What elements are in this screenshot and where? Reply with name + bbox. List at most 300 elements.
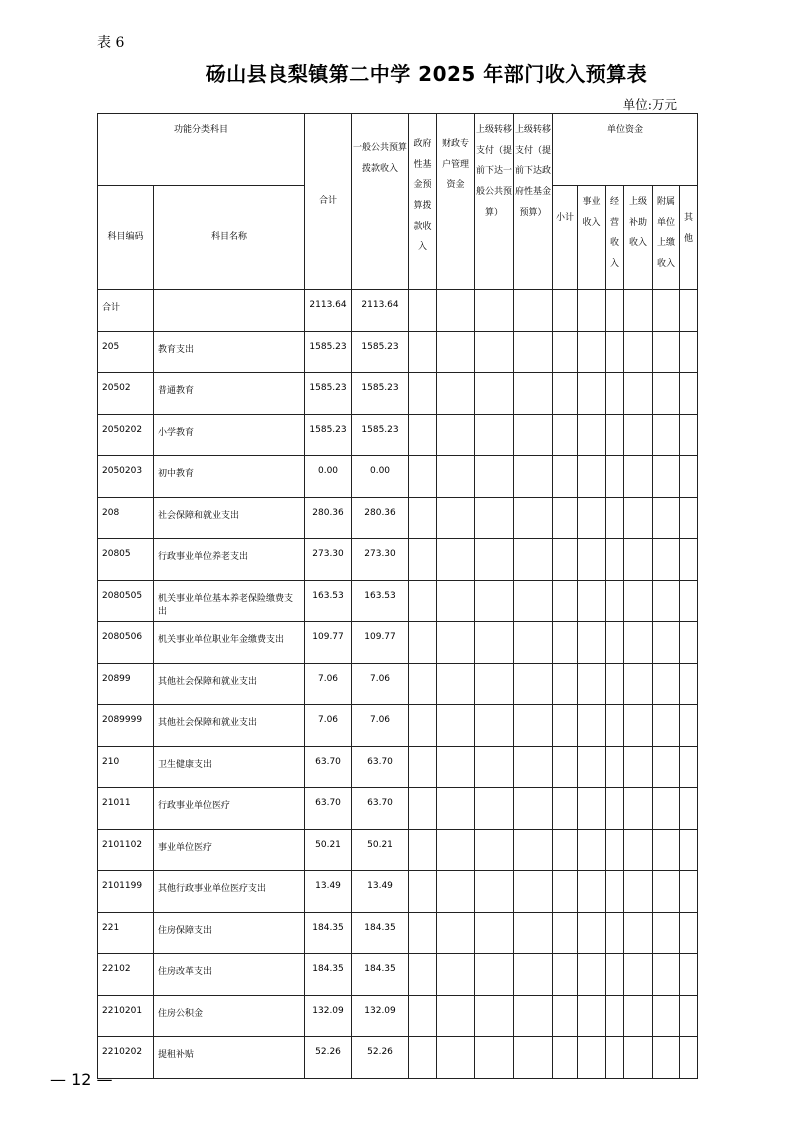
row-code: 20899 [98,663,154,705]
empty-cell [653,331,680,373]
empty-cell [514,456,553,498]
table-row [98,497,698,539]
header-affiliated-income: 附属单位上缴收入 [653,186,680,290]
header-special-fund: 财政专户管理资金 [437,114,475,290]
empty-cell [553,1037,578,1079]
row-total: 0.00 [305,456,352,498]
table-row [98,663,698,705]
row-name: 卫生健康支出 [154,746,305,788]
empty-cell [553,746,578,788]
empty-cell [606,912,624,954]
header-gov-fund: 政府性基金预算拨款收入 [409,114,437,290]
empty-cell [680,580,698,622]
empty-cell [653,912,680,954]
row-total: 184.35 [305,954,352,996]
empty-cell [437,954,475,996]
row-general-budget: 132.09 [352,995,409,1037]
empty-cell [624,954,653,996]
row-code: 221 [98,912,154,954]
empty-cell [653,788,680,830]
empty-cell [578,373,606,415]
empty-cell [514,580,553,622]
empty-cell [578,746,606,788]
row-code: 2210202 [98,1037,154,1079]
row-name: 住房保障支出 [154,912,305,954]
empty-cell [437,829,475,871]
header-name: 科目名称 [154,186,305,290]
row-name: 教育支出 [154,331,305,373]
empty-cell [409,539,437,581]
empty-cell [680,912,698,954]
row-total: 273.30 [305,539,352,581]
empty-cell [624,373,653,415]
empty-cell [437,497,475,539]
empty-cell [624,622,653,664]
row-name: 其他行政事业单位医疗支出 [154,871,305,913]
row-name: 机关事业单位基本养老保险缴费支出 [154,580,305,622]
empty-cell [624,829,653,871]
empty-cell [409,497,437,539]
empty-cell [553,871,578,913]
empty-cell [553,663,578,705]
row-code: 2080505 [98,580,154,622]
empty-cell [409,746,437,788]
table-row [98,580,698,622]
empty-cell [680,954,698,996]
empty-cell [624,663,653,705]
empty-cell [606,663,624,705]
empty-cell [680,414,698,456]
empty-cell [578,954,606,996]
row-name: 社会保障和就业支出 [154,497,305,539]
empty-cell [553,456,578,498]
empty-cell [409,580,437,622]
empty-cell [653,871,680,913]
row-general-budget: 2113.64 [352,290,409,332]
empty-cell [553,622,578,664]
empty-cell [578,829,606,871]
row-general-budget: 1585.23 [352,414,409,456]
empty-cell [624,788,653,830]
row-total: 163.53 [305,580,352,622]
empty-cell [578,622,606,664]
empty-cell [437,414,475,456]
empty-cell [606,497,624,539]
row-general-budget: 109.77 [352,622,409,664]
empty-cell [409,1037,437,1079]
empty-cell [553,788,578,830]
empty-cell [514,1037,553,1079]
header-other: 其他 [680,186,698,290]
header-total: 合计 [305,114,352,290]
empty-cell [475,456,514,498]
row-code: 2089999 [98,705,154,747]
empty-cell [475,912,514,954]
empty-cell [514,871,553,913]
empty-cell [475,829,514,871]
row-code: 2101199 [98,871,154,913]
empty-cell [437,373,475,415]
empty-cell [475,746,514,788]
empty-cell [578,580,606,622]
header-transfer-gov: 上级转移支付（提前下达政府性基金预算） [514,114,553,290]
empty-cell [437,788,475,830]
table-row [98,331,698,373]
row-general-budget: 52.26 [352,1037,409,1079]
table-row [98,912,698,954]
table-row [98,871,698,913]
empty-cell [409,705,437,747]
empty-cell [475,995,514,1037]
row-name: 事业单位医疗 [154,829,305,871]
empty-cell [409,995,437,1037]
empty-cell [680,456,698,498]
empty-cell [409,456,437,498]
row-code: 2210201 [98,995,154,1037]
row-general-budget: 0.00 [352,456,409,498]
empty-cell [409,912,437,954]
empty-cell [553,497,578,539]
empty-cell [624,705,653,747]
empty-cell [514,705,553,747]
row-total: 13.49 [305,871,352,913]
empty-cell [653,414,680,456]
empty-cell [437,290,475,332]
empty-cell [475,954,514,996]
row-name: 住房改革支出 [154,954,305,996]
empty-cell [475,1037,514,1079]
empty-cell [514,995,553,1037]
row-total: 109.77 [305,622,352,664]
empty-cell [653,539,680,581]
empty-cell [653,1037,680,1079]
table-row [98,829,698,871]
empty-cell [680,373,698,415]
income-budget-table [97,113,698,1079]
row-name [154,290,305,332]
empty-cell [578,539,606,581]
empty-cell [409,829,437,871]
header-func-category: 功能分类科目 [98,114,305,186]
row-total: 1585.23 [305,373,352,415]
empty-cell [409,663,437,705]
empty-cell [578,456,606,498]
empty-cell [606,373,624,415]
empty-cell [437,456,475,498]
table-row [98,290,698,332]
empty-cell [653,497,680,539]
empty-cell [437,580,475,622]
empty-cell [624,1037,653,1079]
row-code: 20502 [98,373,154,415]
empty-cell [653,995,680,1037]
row-name: 机关事业单位职业年金缴费支出 [154,622,305,664]
row-code: 21011 [98,788,154,830]
empty-cell [514,663,553,705]
header-unit-funds: 单位资金 [553,114,698,186]
empty-cell [514,622,553,664]
row-general-budget: 7.06 [352,663,409,705]
empty-cell [578,912,606,954]
empty-cell [553,290,578,332]
empty-cell [606,788,624,830]
empty-cell [624,580,653,622]
empty-cell [680,497,698,539]
empty-cell [514,746,553,788]
empty-cell [475,331,514,373]
row-total: 2113.64 [305,290,352,332]
row-general-budget: 184.35 [352,954,409,996]
empty-cell [578,788,606,830]
empty-cell [553,539,578,581]
empty-cell [680,290,698,332]
empty-cell [475,788,514,830]
empty-cell [475,663,514,705]
row-total: 132.09 [305,995,352,1037]
header-business-income: 事业收入 [578,186,606,290]
empty-cell [606,456,624,498]
empty-cell [578,331,606,373]
empty-cell [409,414,437,456]
empty-cell [624,414,653,456]
row-total: 52.26 [305,1037,352,1079]
empty-cell [409,331,437,373]
empty-cell [653,373,680,415]
empty-cell [514,497,553,539]
table-row [98,414,698,456]
empty-cell [653,954,680,996]
empty-cell [624,871,653,913]
table-label: 表 6 [97,35,125,51]
empty-cell [680,995,698,1037]
row-total: 280.36 [305,497,352,539]
empty-cell [553,373,578,415]
row-total: 1585.23 [305,414,352,456]
header-transfer-general: 上级转移支付（提前下达一般公共预算） [475,114,514,290]
row-general-budget: 63.70 [352,746,409,788]
row-code: 2050203 [98,456,154,498]
empty-cell [409,788,437,830]
empty-cell [653,705,680,747]
empty-cell [606,829,624,871]
row-code: 208 [98,497,154,539]
empty-cell [680,829,698,871]
empty-cell [680,622,698,664]
empty-cell [578,871,606,913]
table-row [98,954,698,996]
empty-cell [553,912,578,954]
empty-cell [475,290,514,332]
empty-cell [475,414,514,456]
row-general-budget: 7.06 [352,705,409,747]
empty-cell [437,622,475,664]
row-code: 2050202 [98,414,154,456]
empty-cell [475,622,514,664]
empty-cell [606,290,624,332]
row-code: 20805 [98,539,154,581]
row-general-budget: 273.30 [352,539,409,581]
header-subtotal: 小计 [553,186,578,290]
row-general-budget: 280.36 [352,497,409,539]
table-row [98,622,698,664]
empty-cell [553,995,578,1037]
empty-cell [653,829,680,871]
empty-cell [475,497,514,539]
empty-cell [475,705,514,747]
empty-cell [578,705,606,747]
row-general-budget: 63.70 [352,788,409,830]
empty-cell [578,1037,606,1079]
empty-cell [437,995,475,1037]
page-number: — 12 — [50,1070,113,1089]
row-name: 其他社会保障和就业支出 [154,705,305,747]
empty-cell [680,1037,698,1079]
empty-cell [680,788,698,830]
row-general-budget: 1585.23 [352,373,409,415]
empty-cell [606,580,624,622]
row-name: 行政事业单位养老支出 [154,539,305,581]
empty-cell [514,829,553,871]
empty-cell [475,871,514,913]
row-general-budget: 50.21 [352,829,409,871]
row-total: 1585.23 [305,331,352,373]
row-total: 63.70 [305,746,352,788]
row-total: 7.06 [305,663,352,705]
empty-cell [578,414,606,456]
empty-cell [553,331,578,373]
empty-cell [606,331,624,373]
empty-cell [514,788,553,830]
empty-cell [653,580,680,622]
empty-cell [578,663,606,705]
empty-cell [606,995,624,1037]
empty-cell [514,331,553,373]
empty-cell [409,290,437,332]
row-name: 提租补贴 [154,1037,305,1079]
empty-cell [514,373,553,415]
empty-cell [653,746,680,788]
empty-cell [514,912,553,954]
empty-cell [553,414,578,456]
empty-cell [606,705,624,747]
empty-cell [624,331,653,373]
empty-cell [475,539,514,581]
row-code: 2101102 [98,829,154,871]
table-row [98,1037,698,1079]
empty-cell [606,1037,624,1079]
empty-cell [624,746,653,788]
empty-cell [437,746,475,788]
empty-cell [578,497,606,539]
header-operating-income: 经营收入 [606,186,624,290]
empty-cell [606,414,624,456]
empty-cell [606,746,624,788]
row-name: 初中教育 [154,456,305,498]
empty-cell [553,705,578,747]
row-total: 7.06 [305,705,352,747]
empty-cell [437,1037,475,1079]
empty-cell [578,290,606,332]
empty-cell [624,539,653,581]
row-name: 普通教育 [154,373,305,415]
empty-cell [514,290,553,332]
empty-cell [578,995,606,1037]
empty-cell [553,954,578,996]
header-general-budget: 一般公共预算拨款收入 [352,114,409,290]
empty-cell [680,746,698,788]
empty-cell [680,663,698,705]
empty-cell [606,622,624,664]
empty-cell [437,871,475,913]
empty-cell [680,539,698,581]
empty-cell [680,705,698,747]
table-row [98,373,698,415]
empty-cell [606,539,624,581]
row-general-budget: 13.49 [352,871,409,913]
empty-cell [680,871,698,913]
empty-cell [606,954,624,996]
header-code: 科目编码 [98,186,154,290]
empty-cell [475,580,514,622]
table-row [98,456,698,498]
empty-cell [624,995,653,1037]
row-code: 合计 [98,290,154,332]
row-code: 22102 [98,954,154,996]
row-code: 205 [98,331,154,373]
header-superior-subsidy: 上级补助收入 [624,186,653,290]
table-row [98,995,698,1037]
empty-cell [409,622,437,664]
empty-cell [680,331,698,373]
row-general-budget: 1585.23 [352,331,409,373]
empty-cell [624,456,653,498]
row-name: 行政事业单位医疗 [154,788,305,830]
page-title: 砀山县良梨镇第二中学 2025 年部门收入预算表 [205,62,648,86]
empty-cell [553,580,578,622]
empty-cell [437,912,475,954]
empty-cell [624,497,653,539]
empty-cell [514,539,553,581]
empty-cell [624,912,653,954]
empty-cell [409,871,437,913]
unit-label: 单位:万元 [622,97,677,112]
empty-cell [606,871,624,913]
row-total: 63.70 [305,788,352,830]
row-name: 住房公积金 [154,995,305,1037]
empty-cell [653,663,680,705]
empty-cell [437,539,475,581]
empty-cell [409,954,437,996]
row-name: 其他社会保障和就业支出 [154,663,305,705]
empty-cell [409,373,437,415]
row-general-budget: 184.35 [352,912,409,954]
row-name: 小学教育 [154,414,305,456]
empty-cell [624,290,653,332]
table-row [98,746,698,788]
row-total: 50.21 [305,829,352,871]
table-row [98,788,698,830]
empty-cell [514,954,553,996]
row-code: 2080506 [98,622,154,664]
row-total: 184.35 [305,912,352,954]
empty-cell [653,622,680,664]
row-code: 210 [98,746,154,788]
empty-cell [437,331,475,373]
empty-cell [553,829,578,871]
empty-cell [653,456,680,498]
table-row [98,539,698,581]
empty-cell [437,663,475,705]
